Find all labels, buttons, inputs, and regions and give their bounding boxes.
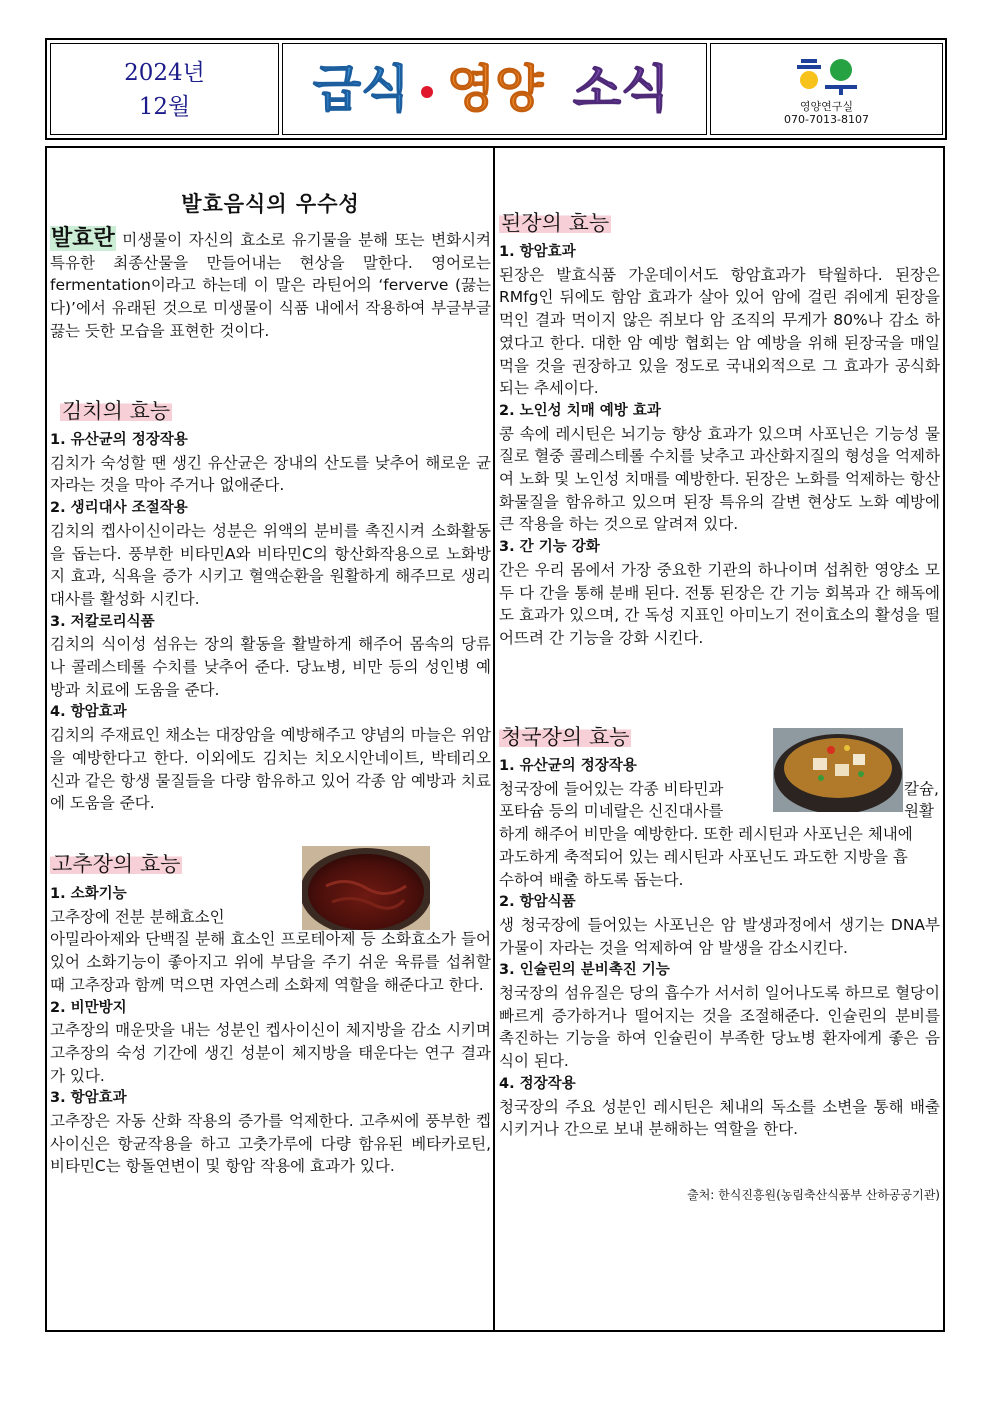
doenjang-item-1-text: 된장은 발효식품 가운데이서도 항암효과가 탁월하다. 된장은 RMfg인 뒤에도 함암 효과가 살아 있어 암에 걸린 쥐에게 된장을 먹인 결과 먹이지 않은 쥐보다 암 조직의 무게가 80%나 감소 하였다고 한다. 대한 암 예방 협회는 암 예방을 위해 된장국을 매일 먹을 것을 권장하고 있을 정도로 국내외적으로 그 효과가 공식화 되는 추세이다. xyxy=(499,265,940,398)
content-frame xyxy=(45,146,945,1332)
kimchi-item-2-text: 김치의 켑사이신이라는 성분은 위액의 분비를 촉진시켜 소화활동을 돕는다. 풍부한 비타민A와 비타민C의 항산화작용으로 노화방지 효과, 식욕을 증가 시키고 혈액순환을 원활하게 해주므로 생리대사를 활성화 시킨다. xyxy=(50,521,491,608)
kimchi-item-1-title: 1. 유산균의 정장작용 xyxy=(50,432,188,448)
cheonggukjang-item-3-title: 3. 인슐린의 분비촉진 기능 xyxy=(499,962,670,979)
year: 2024년 xyxy=(124,60,205,86)
intro-paragraph xyxy=(50,228,491,343)
lab-name: 영양연구실 xyxy=(799,100,854,113)
month: 12월 xyxy=(138,94,191,120)
intro-term: 발효란 xyxy=(51,226,115,251)
cheonggukjang-item-1-line-2: 포타슘 등의 미네랄은 신진대사를 원활 xyxy=(499,802,934,821)
kimchi-item-4-text: 김치의 주재료인 채소는 대장암을 예방해주고 양념의 마늘은 위암을 예방한다고 한다. 이외에도 김치는 치오시안네이트, 박테리오신과 같은 항생 물질들을 다량 함유하고 있어 각종 암 예방과 치료에 도움을 준다. xyxy=(50,726,491,813)
date-cell xyxy=(50,43,279,135)
doenjang-section xyxy=(499,241,940,650)
kimchi-item-2-title: 2. 생리대사 조절작용 xyxy=(50,500,188,517)
title-dot xyxy=(421,86,433,98)
gochujang-item-1-text-short: 고추장에 전분 분해효소인 xyxy=(50,907,225,926)
gochujang-item-2-title: 2. 비만방지 xyxy=(50,999,127,1016)
cheonggukjang-section xyxy=(499,755,940,1141)
title-part-1: 급식 xyxy=(312,60,410,118)
cheonggukjang-item-1-line-1: 청국장에 들어있는 각종 비타민과 칼슘, xyxy=(499,779,939,798)
kimchi-item-3-text: 김치의 식이성 섬유는 장의 활동을 활발하게 해주어 몸속의 당류나 콜레스테롤 수치를 낮추어 준다. 당뇨병, 비만 등의 성인병 예방과 치료에 도움을 준다. xyxy=(50,635,491,699)
kimchi-heading: 김치의 효능 xyxy=(62,399,171,423)
source-note: 출처: 한식진흥원(농림축산식품부 산하공공기관) xyxy=(687,1188,940,1202)
title-part-3: 소식 xyxy=(572,60,670,118)
gochujang-item-1-title: 1. 소화기능 xyxy=(50,886,127,902)
kimchi-item-3-title: 3. 저칼로리식품 xyxy=(50,613,155,630)
gochujang-item-1-text: 아밀라아제와 단백질 분해 효소인 프로테아제 등 소화효소가 들어있어 소화기능이 좋아지고 위에 부담을 주기 쉬운 육류를 섭취할 때 고추장과 함께 먹으면 자연스레 소화제 역할을 해준다고 한다. xyxy=(50,930,491,994)
intro-text: 미생물이 자신의 효소로 유기물을 분해 또는 변화시켜 특유한 최종산물을 만들어내는 현상을 말한다. 영어로는 fermentation이라고 하는데 이 말은 라틴어의 ‘ferverve (끓는다)’에서 유래된 것으로 미생물이 식품 내에서 작용하여 부글부글 끓는 듯한 모습을 표현한 것이다. xyxy=(50,231,491,340)
cheonggukjang-item-1-title: 1. 유산균의 정장작용 xyxy=(499,758,637,774)
logo-cell xyxy=(710,43,943,135)
doenjang-item-1-title: 1. 항암효과 xyxy=(499,244,576,260)
newsletter-title xyxy=(283,44,706,134)
lab-phone: 070-7013-8107 xyxy=(784,113,869,126)
kimchi-item-1-text: 김치가 숙성할 땐 생긴 유산균은 장내의 산도를 낮추어 해로운 균 자라는 것을 막아 주거나 없애준다. xyxy=(50,453,491,495)
doenjang-item-3-text: 간은 우리 몸에서 가장 중요한 기관의 하나이며 섭취한 영양소 모두 다 간을 통해 분배 된다. 전통 된장은 간 기능 회복과 간 해독에도 효과가 있으며, 간 독성 지표인 아미노기 전이효소의 활성을 떨어뜨려 간 기능을 강화 시킨다. xyxy=(499,560,940,647)
column-divider xyxy=(493,148,495,1330)
gochujang-heading: 고추장의 효능 xyxy=(52,852,181,876)
cheonggukjang-item-4-title: 4. 정장작용 xyxy=(499,1075,576,1092)
cheonggukjang-item-2-text: 생 청국장에 들어있는 사포닌은 암 발생과정에서 생기는 DNA부가물이 자라는 것을 억제하여 암 발생을 감소시킨다. xyxy=(499,915,940,957)
cheonggukjang-item-4-text: 청국장의 주요 성분인 레시틴은 체내의 독소를 소변을 통해 배출 시키거나 간으로 보내 분해하는 역할을 한다. xyxy=(499,1097,940,1139)
kimchi-item-4-title: 4. 항암효과 xyxy=(50,704,127,721)
lab-logo-icon xyxy=(795,56,859,96)
cheonggukjang-heading: 청국장의 효능 xyxy=(501,725,630,749)
doenjang-heading: 된장의 효능 xyxy=(501,211,610,235)
doenjang-item-3-title: 3. 간 기능 강화 xyxy=(499,539,600,556)
gochujang-section xyxy=(50,883,491,1178)
article-title: 발효음식의 우수성 xyxy=(181,192,360,216)
gochujang-item-3-text: 고추장은 자동 산화 작용의 증가를 억제한다. 고추씨에 풍부한 켑사이신은 항균작용을 하고 고춧가루에 다량 함유된 베타카로틴, 비타민C는 항돌연변이 및 항암 작용에 효과가 있다. xyxy=(50,1112,491,1176)
gochujang-item-2-text: 고추장의 매운맛을 내는 성분인 켑사이신이 체지방을 감소 시키며 고추장의 숙성 기간에 생긴 성분이 체지방을 태운다는 연구 결과가 있다. xyxy=(50,1021,491,1085)
title-part-2: 영양 xyxy=(446,60,544,118)
header xyxy=(45,38,947,140)
doenjang-item-2-text: 콩 속에 레시틴은 뇌기능 향상 효과가 있으며 사포닌은 기능성 물질로 혈중 콜레스테롤 수치를 낮추고 과산화지질의 형성을 억제하여 노화 및 노인성 치매를 예방한다. 된장은 노화를 억제하는 항산화물질을 함유하고 있으며 된장 특유의 갈변 현상도 노화 예방에 큰 작용을 하는 것으로 알려져 있다. xyxy=(499,424,940,534)
cheonggukjang-item-3-text: 청국장의 섬유질은 당의 흡수가 서서히 일어나도록 하므로 혈당이 빠르게 증가하거나 떨어지는 것을 조절해준다. 인슐린의 분비를 촉진하는 기능을 하여 인슐린이 부족한 당뇨병 환자에게 좋은 음식이 된다. xyxy=(499,984,940,1071)
cheonggukjang-item-2-title: 2. 항암식품 xyxy=(499,894,576,911)
cheonggukjang-item-1-text: 하게 해주어 비만을 예방한다. 또한 레시틴과 사포닌은 체내에 과도하게 축적되어 있는 레시틴과 사포닌도 과도한 지방을 흡수하여 배출 하도록 돕는다. xyxy=(499,825,913,889)
gochujang-item-3-title: 3. 항암효과 xyxy=(50,1090,127,1107)
title-cell xyxy=(282,43,707,135)
doenjang-item-2-title: 2. 노인성 치매 예방 효과 xyxy=(499,402,661,419)
kimchi-section xyxy=(50,429,491,815)
